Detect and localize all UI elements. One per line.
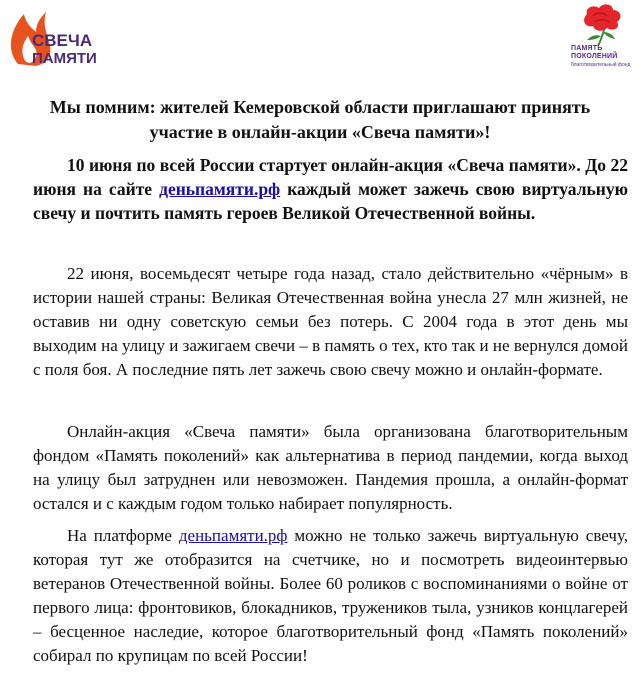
svg-text:СВЕЧА: СВЕЧА	[32, 31, 93, 50]
svg-text:ПАМЯТИ: ПАМЯТИ	[32, 50, 97, 67]
logo-right-subtitle: благотворительный фонд	[571, 62, 631, 68]
lead-paragraph: 10 июня по всей России стартует онлайн-акция «Свеча памяти». До 22 июня на сайте деньпамяти.рф каждый может зажечь свою виртуальную свечу и почтить память героев Великой Отечественной войны.	[33, 155, 628, 223]
candle-flame-icon	[2, 2, 132, 76]
denpamyati-link-2[interactable]: деньпамяти.рф	[178, 526, 288, 545]
paragraph-organization: Онлайн-акция «Свеча памяти» была организована благотворительным фондом «Память поколений» как альтернатива в период пандемии, когда выход на улицу был затруднен или невозможен. Пандемия прошла, а онлайн-формат остался и с каждым годом только набирает популярность.	[33, 422, 628, 513]
pamyat-pokoleniy-logo	[565, 2, 635, 78]
carnation-icon	[565, 2, 635, 46]
article-title: Мы помним: жителей Кемеровской области приглашают принять участие в онлайн-акции «Свеча памяти»!	[49, 97, 591, 142]
logo-right-title: ПАМЯТЬ ПОКОЛЕНИЙ	[571, 45, 618, 60]
denpamyati-link[interactable]: деньпамяти.рф	[159, 179, 281, 199]
paragraph-platform: На платформе деньпамяти.рф можно не только зажечь виртуальную свечу, которая тут же отобразится на счетчике, но и посмотреть видеоинтервью ветеранов Отечественной войны. Более 60 роликов с воспоминаниями о войне от первого лица: фронтовиков, блокадников, тружеников тыла, узников концлагерей – бесценное наследие, которое благотворительный фонд «Память поколений» собирал по крупицам по всей России!	[33, 526, 628, 665]
paragraph-history: 22 июня, восемьдесят четыре года назад, стало действительно «чёрным» в истории нашей страны: Великая Отечественная война унесла 27 млн жизней, не оставив ни одну советскую семьи без потерь. С 2004 года в этот день мы выходим на улицу и зажигаем свечи – в память о тех, кто так и не вернулся домой с поля боя. А последние пять лет зажечь свою свечу можно и онлайн-формате.	[33, 264, 628, 379]
svecha-pamyati-logo	[2, 2, 132, 76]
